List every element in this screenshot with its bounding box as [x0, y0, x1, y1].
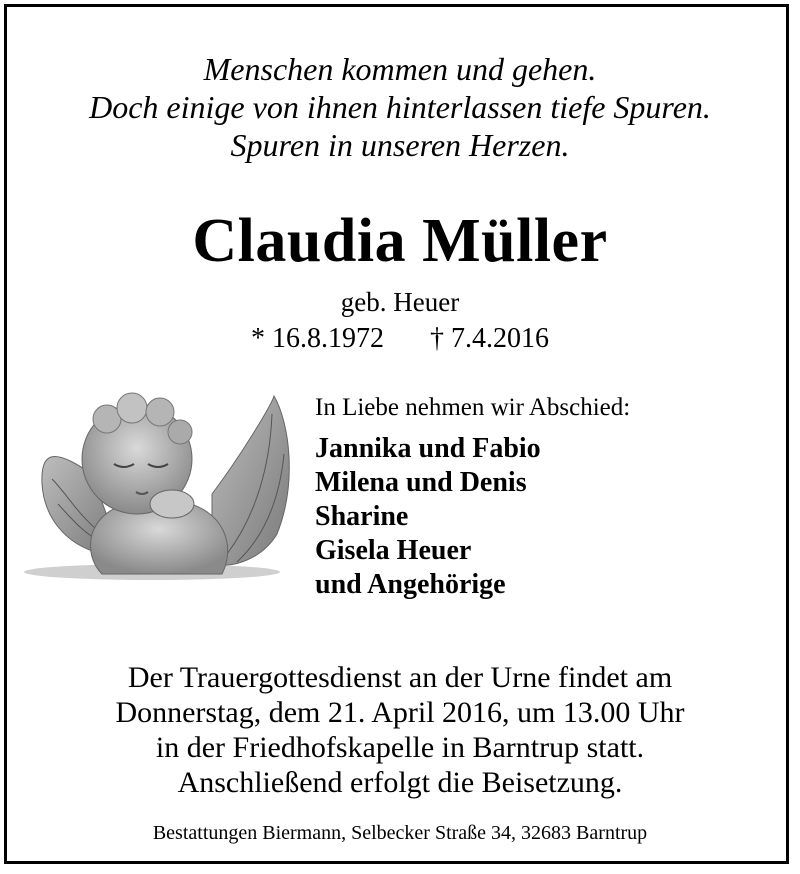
life-dates: [0, 322, 800, 356]
death-date: † 7.4.2016: [430, 323, 549, 354]
service-line-3: in der Friedhofskapelle in Barntrup statt.: [155, 731, 645, 764]
service-info: [0, 660, 800, 800]
mourner-name: Gisela Heuer: [315, 535, 472, 566]
mourner-name: und Angehörige: [315, 569, 506, 600]
birth-name: geb. Heuer: [340, 287, 460, 317]
quote-line-3: Spuren in unseren Herzen.: [230, 127, 570, 163]
mourner-list: [315, 432, 630, 602]
mourner-name: Jannika und Fabio: [315, 433, 541, 464]
angel-figure-icon: [22, 384, 304, 590]
birth-date: * 16.8.1972: [251, 323, 384, 354]
quote-line-2: Doch einige von ihnen hinterlassen tiefe Spuren.: [89, 89, 711, 125]
mourner-name: Sharine: [315, 501, 409, 532]
service-line-4: Anschließend erfolgt die Beisetzung.: [177, 766, 623, 799]
memorial-quote: [0, 50, 800, 164]
mourners-block: [315, 392, 630, 602]
service-line-1: Der Trauergottesdienst an der Urne findet am: [127, 661, 673, 694]
farewell-intro: In Liebe nehmen wir Abschied:: [315, 394, 631, 421]
quote-line-1: Menschen kommen und gehen.: [203, 51, 597, 87]
funeral-home-footer: Bestattungen Biermann, Selbecker Straße 34, 32683 Barntrup: [152, 822, 648, 844]
service-line-2: Donnerstag, dem 21. April 2016, um 13.00 Uhr: [115, 696, 685, 729]
mourner-name: Milena und Denis: [315, 467, 527, 498]
deceased-name: Claudia Müller: [192, 207, 608, 275]
